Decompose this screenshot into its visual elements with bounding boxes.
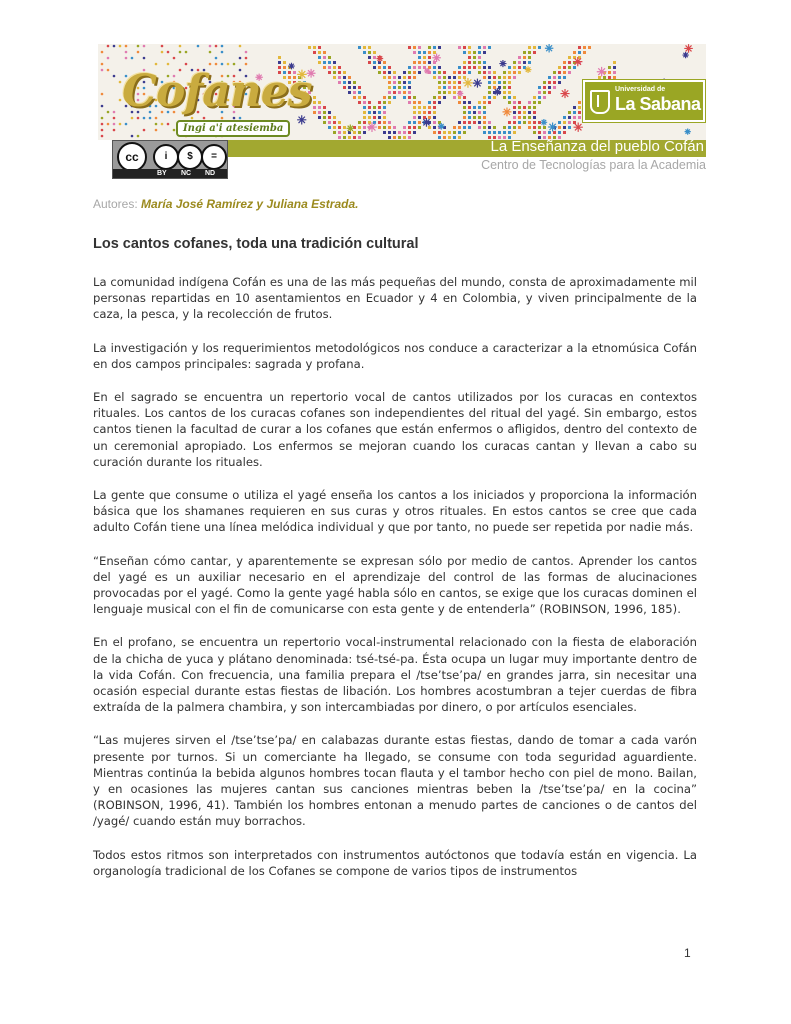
authors-label: Autores: (93, 197, 138, 211)
paragraph: En el sagrado se encuentra un repertorio vocal de cantos utilizados por los curacas en contextos rituales. Los cantos de los curacas cofanes son independientes del ritual del yagé. Sin embargo, estos cantos tienen la facultad de curar a los cofanes que están enfermos o afligidos, dentro del contexto de un ceremonial apropiado. Los enfermos se mejoran cuando los curacas cantan y llevan a cabo su curación durante los rituales. (93, 390, 697, 469)
license-label-nc: NC (181, 170, 192, 177)
banner-subtitle: Centro de Tecnologías para la Academia (481, 158, 706, 172)
article-body (93, 274, 697, 896)
paragraph: En el profano, se encuentra un repertorio vocal-instrumental relacionado con la fiesta de elaboración de la chicha de yuca y plátano denominada: tsé-tsé-pa. Ésta ocupa un lugar muy importante dentro de la vida Cofán. Con frecuencia, una familia prepara el /tse’tse’pa/ en grandes jarra, sin necesitar una ocasión especial durante estas fiestas de libación. Los hombres acostumbran a tejer cuerdas de fibra extraída de la palmera chambira, y son intercambiadas por dinero, o por artículos esenciales. (93, 635, 697, 715)
noncommercial-icon: $ (177, 144, 203, 170)
creative-commons-badge (112, 140, 228, 179)
university-shield-icon (590, 90, 610, 114)
cofanes-logo (116, 66, 312, 140)
title-band (228, 140, 706, 157)
banner-title: La Enseñanza del pueblo Cofán (490, 138, 704, 155)
cc-icon: cc (117, 142, 147, 172)
noderivatives-icon: = (201, 144, 227, 170)
university-logo (583, 80, 705, 122)
authors-line (93, 197, 358, 211)
paragraph: “Las mujeres sirven el /tse’tse’pa/ en calabazas durante estas fiestas, dando de tomar a cada varón presente por turnos. Si un comerciante ha llegado, se consume con toda seguridad aguardiente. Mientras continúa la bebida algunos hombres tocan flauta y el tambor hecho con piel de mono. Bailan, y en ocasiones las mujeres cantan sus canciones mientras beben la /tse’tse’pa/ en la cocina” (ROBINSON, 1996, 41). También los hombres entonan a menudo partes de canciones o de cantos del /yagé/ cuando están muy borrachos. (93, 733, 697, 829)
paragraph: Todos estos ritmos son interpretados con instrumentos autóctonos que todavía están en vigencia. La organología tradicional de los Cofanes se compone de varios tipos de instrumentos (93, 847, 697, 878)
authors-names: María José Ramírez y Juliana Estrada. (141, 197, 359, 211)
license-label-nd: ND (205, 170, 216, 177)
paragraph: La gente que consume o utiliza el yagé enseña los cantos a los iniciados y proporciona la información básica que los shamanes requieren en sus curas y otros rituales. En estos cantos se cree que cada adulto Cofán tiene una línea melódica individual y que por tanto, no puede ser repetida por nadie más. (93, 488, 697, 535)
page-number: 1 (684, 946, 691, 960)
university-line2: La Sabana (615, 94, 701, 114)
license-label-by: BY (157, 170, 167, 177)
logo-wordmark: Cofanes (122, 66, 312, 117)
paragraph: La comunidad indígena Cofán es una de las más pequeñas del mundo, consta de aproximadamente mil personas repartidas en 10 asentamientos en Ecuador y 4 en Colombia, y viven principalmente de la caza, la pesca, y la recolección de frutos. (93, 275, 697, 322)
paragraph: “Enseñan cómo cantar, y aparentemente se expresan sólo por medio de cantos. Aprender los cantos del yagé es un auxiliar necesario en el aprendizaje del control de las formas de alucinaciones provocadas por el yagé. Como la gente yagé habla sólo en cantos, se exige que los curacas dominen el lenguaje musical con el fin de comunicarse con esta gente y de entenderla” (ROBINSON, 1996, 185). (93, 553, 697, 617)
license-strip (113, 169, 227, 178)
section-heading: Los cantos cofanes, toda una tradición cultural (93, 236, 419, 252)
logo-tagline: Ingi a'i atesiemba (176, 120, 290, 137)
attribution-icon: i (153, 144, 179, 170)
header-banner (98, 44, 706, 140)
paragraph: La investigación y los requerimientos metodológicos nos conduce a caracterizar a la etnomúsica Cofán en dos campos principales: sagrada y profana. (93, 340, 697, 371)
university-line1: Universidad de (615, 86, 666, 93)
